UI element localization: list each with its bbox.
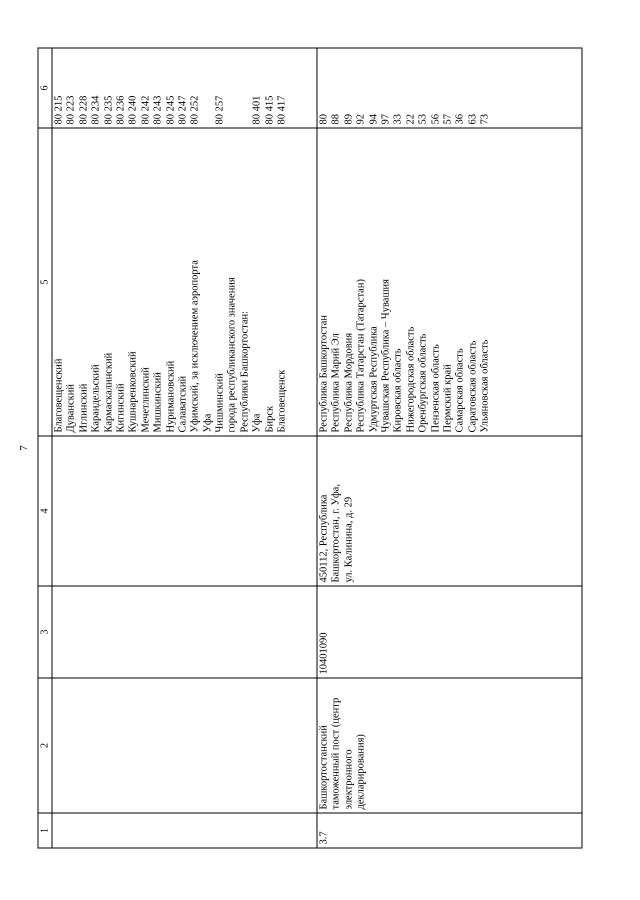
address-line: ул. Калинина, д. 29 bbox=[343, 496, 355, 583]
district-name: Дуванский bbox=[65, 383, 77, 433]
district-code: 80 240 bbox=[127, 95, 139, 125]
region-name: Республика Мордовия bbox=[343, 332, 355, 433]
address-line: Башкортостан, г. Уфа, bbox=[330, 484, 342, 583]
district-name: Благовещенск bbox=[276, 369, 288, 433]
table-row bbox=[52, 48, 317, 848]
district-name: Караидельский bbox=[90, 364, 102, 433]
region-name: Республика Татарстан (Татарстан) bbox=[355, 279, 367, 433]
name-cell bbox=[52, 678, 317, 813]
header-cell: 1 bbox=[38, 813, 52, 848]
district-name: Мишкинский bbox=[152, 372, 164, 433]
region-name: Республика Марий Эл bbox=[330, 333, 342, 433]
district-code bbox=[239, 52, 251, 125]
district-code: 80 245 bbox=[165, 95, 177, 125]
district-code: 80 401 bbox=[251, 95, 263, 125]
district-code: 80 247 bbox=[177, 95, 189, 125]
page-number: 7 bbox=[18, 445, 30, 451]
region-name: Кировская область bbox=[392, 348, 404, 433]
header-cell: 3 bbox=[38, 586, 52, 678]
district-name: Уфа bbox=[202, 413, 214, 433]
region-code: 97 bbox=[380, 114, 392, 125]
header-cell: 2 bbox=[38, 678, 52, 813]
num-cell bbox=[52, 813, 317, 848]
address-cell bbox=[52, 436, 317, 586]
code-cell: 10401090 bbox=[317, 586, 582, 678]
okato-cell bbox=[317, 48, 582, 128]
region-code: 22 bbox=[405, 114, 417, 125]
region-name: Самарская область bbox=[454, 348, 466, 433]
region-name: Саратовская область bbox=[467, 340, 479, 433]
district-code: 80 252 bbox=[189, 95, 201, 125]
region-name: Удмуртская Республика bbox=[368, 326, 380, 433]
region-code: 57 bbox=[442, 114, 454, 125]
num-cell: 3.7 bbox=[317, 813, 582, 848]
district-name: Уфимский, за исключением аэропорта bbox=[189, 260, 201, 433]
region-code: 63 bbox=[467, 114, 479, 125]
region-code: 80 bbox=[318, 114, 330, 125]
name-line: декларирования) bbox=[355, 734, 367, 810]
district-code bbox=[202, 52, 214, 125]
region-code: 88 bbox=[330, 114, 342, 125]
header-cell: 6 bbox=[38, 48, 52, 128]
header-cell: 4 bbox=[38, 436, 52, 586]
district-code: 80 228 bbox=[78, 95, 90, 125]
district-name: Чишминский bbox=[214, 373, 226, 433]
region-code: 92 bbox=[355, 114, 367, 125]
address-line: 450112, Республика bbox=[318, 494, 330, 583]
header-row bbox=[38, 48, 52, 848]
district-code: 80 215 bbox=[53, 95, 65, 125]
rotated-table-page bbox=[38, 49, 603, 849]
region-code: 89 bbox=[343, 114, 355, 125]
header-cell: 5 bbox=[38, 128, 52, 436]
district-name: Уфа bbox=[251, 413, 263, 433]
name-line: электронного bbox=[343, 749, 355, 810]
district-code: 80 257 bbox=[214, 95, 226, 125]
code-cell bbox=[52, 586, 317, 678]
region-code: 36 bbox=[454, 114, 466, 125]
name-line: Башкортостанский bbox=[318, 725, 330, 810]
region-name: Оренбургская область bbox=[417, 333, 429, 433]
district-code bbox=[227, 52, 239, 125]
district-name: Благовещенский bbox=[53, 358, 65, 433]
district-name: Кушнаренковский bbox=[127, 351, 139, 433]
region-name: Пензенская область bbox=[430, 344, 442, 433]
region-code: 56 bbox=[430, 114, 442, 125]
district-name: Нуримановский bbox=[165, 360, 177, 433]
region-name: Ульяновская область bbox=[479, 339, 491, 433]
address-cell bbox=[317, 436, 582, 586]
district-code: 80 234 bbox=[90, 95, 102, 125]
territory-cell bbox=[52, 128, 317, 436]
region-code: 53 bbox=[417, 114, 429, 125]
district-name: Республики Башкортостан: bbox=[239, 310, 251, 433]
region-code: 94 bbox=[368, 114, 380, 125]
name-line: таможенный пост (центр bbox=[330, 697, 342, 810]
district-code: 80 235 bbox=[103, 95, 115, 125]
customs-table bbox=[38, 48, 583, 849]
region-name: Пермский край bbox=[442, 364, 454, 433]
region-name: Чувашская Республика – Чувашия bbox=[380, 278, 392, 433]
district-code: 80 243 bbox=[152, 95, 164, 125]
region-name: Республика Башкортостан bbox=[318, 314, 330, 433]
district-code: 80 223 bbox=[65, 95, 77, 125]
region-code: 73 bbox=[479, 114, 491, 125]
district-name: города республиканского значения bbox=[226, 277, 238, 433]
region-code: 33 bbox=[392, 114, 404, 125]
territory-cell bbox=[317, 128, 582, 436]
district-code: 80 236 bbox=[115, 95, 127, 125]
region-name: Нижегородская область bbox=[405, 326, 417, 433]
okato-cell bbox=[52, 48, 317, 128]
district-name: Иглинский bbox=[78, 383, 90, 433]
district-name: Кармаскалинский bbox=[103, 352, 115, 433]
district-name: Мечетлинский bbox=[140, 367, 152, 433]
name-cell bbox=[317, 678, 582, 813]
district-code: 80 242 bbox=[140, 95, 152, 125]
district-code: 80 415 bbox=[264, 95, 276, 125]
district-name: Кигинский bbox=[115, 383, 127, 433]
table-row bbox=[317, 48, 582, 848]
district-name: Бирск bbox=[264, 405, 276, 433]
district-name: Салаватский bbox=[177, 375, 189, 433]
district-code: 80 417 bbox=[276, 95, 288, 125]
